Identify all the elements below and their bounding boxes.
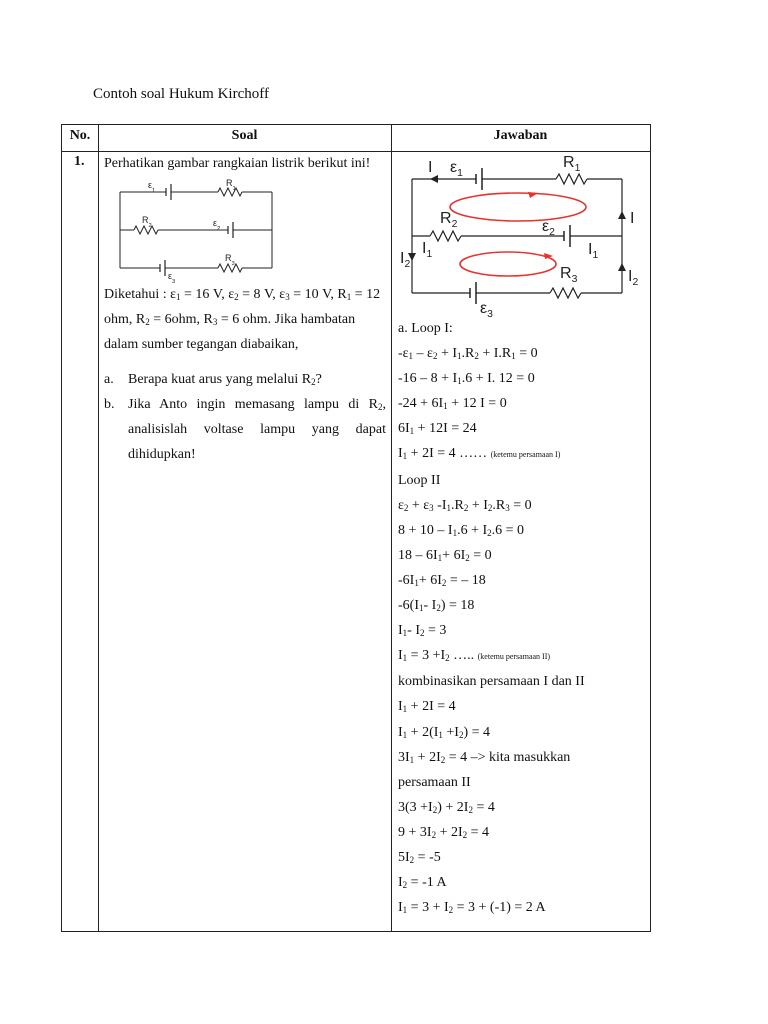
answer-line	[398, 341, 648, 366]
answer-note: (ketemu persamaan II)	[477, 652, 551, 662]
answer-line	[398, 543, 648, 568]
answer-text: $I_1 + 2I = 4$	[398, 699, 456, 715]
answer-line	[398, 845, 648, 870]
label-i-top: I	[428, 159, 433, 176]
row-number: 1.	[74, 154, 85, 169]
problem-table	[61, 124, 651, 932]
given-values	[104, 282, 386, 357]
label-i2-left: $I_2$	[400, 250, 411, 270]
answer-text: $-16 - 8 + I_1.6 + I$. 12 = 0	[398, 371, 535, 387]
small-label-r2: $R_2$	[142, 215, 152, 229]
arrow-left-icon	[430, 175, 438, 183]
small-label-e1: $\varepsilon_1$	[148, 180, 156, 194]
label-r1: $R_1$	[563, 154, 581, 174]
answer-line	[398, 820, 648, 845]
answer-text: persamaan II	[398, 774, 471, 790]
label-r2: $R_2$	[440, 210, 458, 230]
answer-line	[398, 493, 648, 518]
answer-text: $\varepsilon_2 + \varepsilon_3$ $-I_1.R_2 + I_2.R_3 = 0$	[398, 497, 532, 513]
header-soal: Soal	[231, 128, 258, 143]
given-line-1: $\varepsilon_1 = 16$ V, $\varepsilon_2 = 8$ V, $\varepsilon_3 = 10$ V,	[170, 287, 334, 302]
answer-line	[398, 745, 648, 770]
answer-line	[398, 568, 648, 593]
answer-text: $18 - 6I_1+ 6I_2 = 0$	[398, 547, 492, 563]
answer-text: $6I_1 + 12I = 24$	[398, 421, 477, 437]
column-divider	[98, 125, 99, 931]
answer-line	[398, 870, 648, 895]
header-no: No.	[69, 128, 91, 143]
small-label-e3: $\varepsilon_3$	[168, 271, 176, 285]
answer-text: $3(3 +I_2) + 2I_2 = 4$	[398, 799, 495, 815]
label-r3: $R_3$	[560, 265, 578, 285]
answer-text: Loop II	[398, 472, 441, 488]
arrow-up-icon	[618, 263, 626, 271]
answer-line	[398, 518, 648, 543]
answer-line	[398, 441, 648, 467]
label-e1: $\varepsilon_1$	[450, 159, 463, 179]
label-i-right: I	[630, 210, 635, 227]
question-item	[104, 367, 386, 392]
given-label: Diketahui :	[104, 287, 167, 302]
answer-text: $5I_2 = -5$	[398, 849, 441, 865]
answer-text: $9 + 3I_2 + 2I_2 = 4$	[398, 824, 490, 840]
document-title: Contoh soal Hukum Kirchoff	[93, 86, 269, 102]
answer-line	[398, 416, 648, 441]
label-i1-left: $I_1$	[422, 240, 433, 260]
answer-line	[398, 643, 648, 669]
answer-line	[398, 720, 648, 745]
answer-text: $I_1 = 3 + I_2 = 3 + (-1) = 2$ A	[398, 900, 546, 916]
answer-text: a. Loop I:	[398, 321, 453, 336]
answer-text: $-\varepsilon_1 - \varepsilon_2 + I_1.R_2 + I.R_1 = 0$	[398, 346, 538, 362]
answer-line	[398, 770, 648, 795]
question-item	[104, 392, 386, 467]
answer-line	[398, 391, 648, 416]
question-text: Jika Anto ingin memasang lampu di $R_2$, analisislah voltase lampu yang dapat dihidupkan!	[128, 397, 386, 462]
answer-text: $I_2 = -1$ A	[398, 875, 447, 891]
answer-text: $8 + 10 - I_1.6 + I_2.6 = 0$	[398, 522, 525, 538]
answer-line	[398, 468, 648, 493]
answer-text: $-24 + 6I_1 + 12$ I = 0	[398, 396, 507, 412]
question-intro: Perhatikan gambar rangkaian listrik berikut ini!	[104, 156, 371, 171]
answer-line	[398, 895, 648, 920]
circuit-diagram-small	[118, 178, 278, 285]
answer-text: $-6(I_1-$ $I_2) = 18$	[398, 598, 475, 614]
answer-note: (ketemu persamaan I)	[490, 450, 561, 460]
arrow-up-icon	[618, 211, 626, 219]
answer-line	[398, 618, 648, 643]
answer-text: $I_1 = 3 +I_2$ …..	[398, 648, 475, 664]
small-label-r1: $R_1$	[226, 178, 236, 192]
loop-arrow-icon	[528, 192, 538, 198]
answer-line	[398, 366, 648, 391]
answer-text: $-6I_1+ 6I_2$ = – 18	[398, 572, 486, 588]
label-i2-right: $I_2$	[628, 268, 639, 288]
answer-cell	[398, 316, 648, 920]
answer-line	[398, 795, 648, 820]
answer-line	[398, 694, 648, 719]
answer-line	[398, 316, 648, 341]
question-label: b.	[104, 397, 115, 412]
header-jawaban: Jawaban	[493, 128, 548, 143]
label-i1-right: $I_1$	[588, 241, 599, 261]
small-label-r3: $R_3$	[225, 253, 235, 267]
question-cell	[104, 149, 386, 467]
answer-text: kombinasikan persamaan I dan II	[398, 674, 585, 690]
label-e3: $\varepsilon_3$	[480, 300, 493, 320]
small-label-e2: $\varepsilon_2$	[213, 218, 221, 232]
answer-text: $I_1 + 2I = 4$ ……	[398, 446, 488, 462]
column-divider	[391, 125, 392, 931]
answer-text: $3I_1 + 2I_2 = 4$ –> kita masukkan	[398, 749, 571, 765]
given-line-2: $R_1 = 12$ ohm, $R_2 = 6ohm$, $R_3 = 6$ ohm. Jika hambatan dalam sumber tegangan diabaikan,	[104, 287, 381, 352]
answer-line	[398, 669, 648, 694]
circuit-diagram-loops	[400, 153, 639, 320]
question-label: a.	[104, 372, 114, 387]
answer-line	[398, 593, 648, 618]
label-e2: $\varepsilon_2$	[542, 218, 555, 238]
answer-text: $I_1-$ $I_2 = 3$	[398, 623, 447, 639]
question-text: Berapa kuat arus yang melalui $R_2$?	[128, 372, 322, 387]
answer-text: $I_1 + 2(I_1 +I_2) = 4$	[398, 724, 491, 740]
